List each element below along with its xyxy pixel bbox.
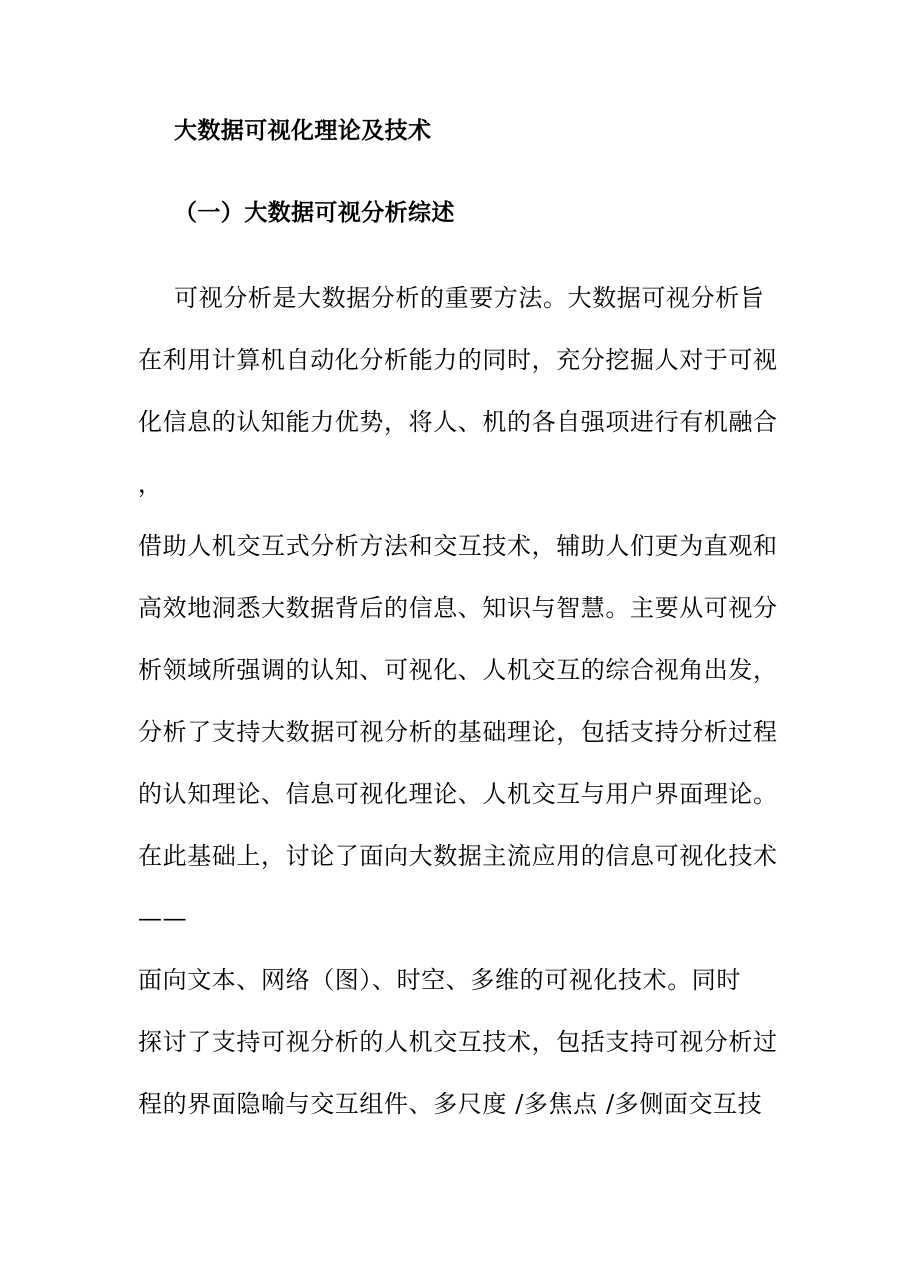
paragraph-line: 面向文本、网络（图）、时空、多维的可视化技术。同时 [138,966,741,994]
paragraph-line: 析领域所强调的认知、可视化、人机交互的综合视角出发， [138,656,778,684]
paragraph-line: 在此基础上，讨论了面向大数据主流应用的信息可视化技术 [138,842,778,870]
paragraph-line: 借助人机交互式分析方法和交互技术，辅助人们更为直观和 [138,532,778,560]
paragraph-line: 高效地洞悉大数据背后的信息、知识与智慧。主要从可视分 [138,594,778,622]
paragraph-line: 在利用计算机自动化分析能力的同时，充分挖掘人对于可视 [138,346,778,374]
paragraph-line: 探讨了支持可视分析的人机交互技术，包括支持可视分析过 [138,1028,778,1056]
paragraph-line: 程的界面隐喻与交互组件、多尺度 /多焦点 /多侧面交互技 [138,1090,763,1118]
paragraph-line: 可视分析是大数据分析的重要方法。大数据可视分析旨 [174,284,765,312]
paragraph-line: —— [138,904,188,932]
paragraph-line: 化信息的认知能力优势，将人、机的各自强项进行有机融合 [138,408,778,436]
document-title: 大数据可视化理论及技术 [174,118,432,144]
paragraph-line: 分析了支持大数据可视分析的基础理论，包括支持分析过程 [138,718,778,746]
section-heading: （一）大数据可视分析综述 [174,200,455,226]
paragraph-line: 的认知理论、信息可视化理论、人机交互与用户界面理论。 [138,780,778,808]
paragraph-line: ， [138,470,163,498]
